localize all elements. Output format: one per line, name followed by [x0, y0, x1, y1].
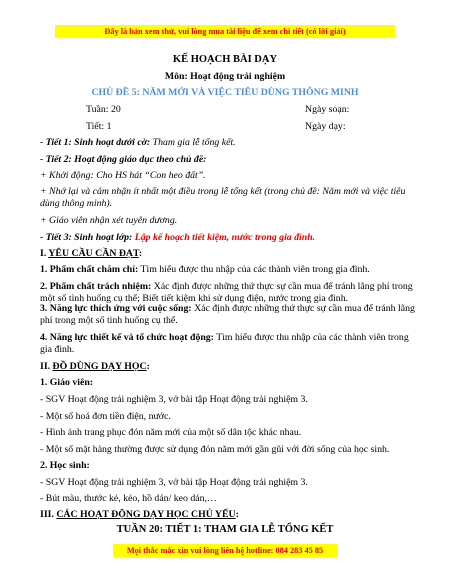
prep-date-label: Ngày soạn:	[305, 104, 350, 115]
section-1-number: I.	[40, 248, 49, 259]
section-2-number: II.	[40, 361, 53, 372]
section-3-title: CÁC HOẠT ĐỘNG DẠY HỌC CHỦ YẾU	[56, 509, 236, 520]
section-2-colon: :	[146, 361, 150, 372]
week-label: Tuần: 20	[86, 104, 121, 115]
subject-line: Môn: Hoạt động trải nghiệm	[164, 71, 286, 82]
section-3-number: III.	[40, 509, 57, 520]
document-title: KẾ HOẠCH BÀI DẠY	[172, 54, 278, 65]
section-2-heading	[40, 361, 420, 373]
lesson-3-label: - Tiết 3: Sinh hoạt lớp:	[40, 232, 133, 243]
requirement-2-text: Xác định được những thứ thực sự cần mua để tránh lãng phí trong một số tình huống cụ thể; Biết tiết kiệm khi sử dụng điện, nước trong gia đình.	[40, 281, 413, 304]
hotline-footer: Mọi thắc mắc xin vui lòng liên hệ hotline: 084 283 45 85	[113, 544, 337, 557]
requirement-3-label: 3. Năng lực thích ứng với cuộc sống:	[40, 303, 192, 314]
requirement-3-text: Xác định được những thứ thực sự cần mua để tránh lãng phí trong một số tình huống cụ thể.	[40, 303, 415, 326]
requirement-2-label: 2. Phẩm chất trách nhiệm:	[40, 281, 152, 292]
section-3-heading	[40, 509, 420, 521]
section-2-title: ĐỒ DÙNG DẠY HỌC	[52, 361, 147, 372]
section-1-heading	[40, 248, 420, 260]
lesson-2-label: - Tiết 2: Hoạt động giáo dục theo chủ đề:	[40, 154, 207, 165]
teacher-item: - SGV Hoạt động trải nghiệm 3, vở bài tập Hoạt động trải nghiệm 3.	[40, 394, 308, 405]
requirement-2	[40, 281, 420, 305]
teacher-praise-line: + Giáo viên nhận xét tuyên dương.	[40, 215, 178, 226]
teacher-item: - Một số mặt hàng thường được sử dụng đón năm mới gần gũi với đời sống của học sinh.	[40, 444, 390, 455]
requirement-1-text: Tìm hiểu được thu nhập của các thành viên trong gia đình.	[138, 264, 370, 275]
topic-heading: CHỦ ĐỀ 5: NĂM MỚI VÀ VIỆC TIÊU DÙNG THÔNG MINH	[91, 87, 359, 98]
requirement-4-label: 4. Năng lực thiết kế và tổ chức hoạt động:	[40, 332, 214, 343]
teacher-item: - Hình ảnh trang phục đón năm mới của một số dân tộc khác nhau.	[40, 427, 302, 438]
requirement-4	[40, 332, 420, 356]
teacher-label: 1. Giáo viên:	[40, 377, 94, 388]
student-label: 2. Học sinh:	[40, 460, 90, 471]
section-1-colon: :	[138, 248, 143, 259]
section-1-title: YÊU CẦU CẦN ĐẠT	[48, 248, 139, 259]
lesson-1-label: - Tiết 1: Sinh hoạt dưới cờ:	[40, 137, 151, 148]
requirement-3	[40, 303, 420, 327]
reflect-line: + Nhớ lại và cảm nhận ít nhất một điều trong lễ tổng kết (trong chủ đề: Năm mới và việc tiêu dùng thông minh).	[40, 186, 406, 209]
student-item: - SGV Hoạt động trải nghiệm 3, vở bài tập Hoạt động trải nghiệm 3.	[40, 477, 308, 488]
week-lesson-title: TUẦN 20: TIẾT 1: THAM GIA LỄ TỔNG KẾT	[116, 524, 334, 535]
student-item: - Bút màu, thước kẻ, kéo, hồ dán/ keo dán,…	[40, 493, 217, 504]
requirement-1-label: 1. Phẩm chất chăm chỉ:	[40, 264, 139, 275]
requirement-4-text: Tìm hiểu được thu nhập của các thành viên trong gia đình.	[40, 332, 409, 355]
teacher-item: - Một số hoá đơn tiền điện, nước.	[40, 411, 171, 422]
lesson-1-line	[40, 137, 420, 149]
lesson-3-text: Lập kế hoạch tiết kiệm, nước trong gia đình.	[132, 232, 316, 243]
period-label: Tiết: 1	[86, 121, 112, 132]
lesson-1-text: Tham gia lễ tổng kết.	[150, 137, 236, 148]
requirement-1	[40, 264, 420, 276]
teach-date-label: Ngày dạy:	[305, 121, 346, 132]
section-3-colon: :	[235, 509, 239, 520]
preview-banner: Đây là bản xem thử, vui lòng mua tài liệu để xem chi tiết (có lời giải)	[55, 25, 395, 38]
lesson-3-line	[40, 232, 420, 244]
warmup-line: + Khởi động: Cho HS hát “Con heo đất”.	[40, 170, 206, 181]
